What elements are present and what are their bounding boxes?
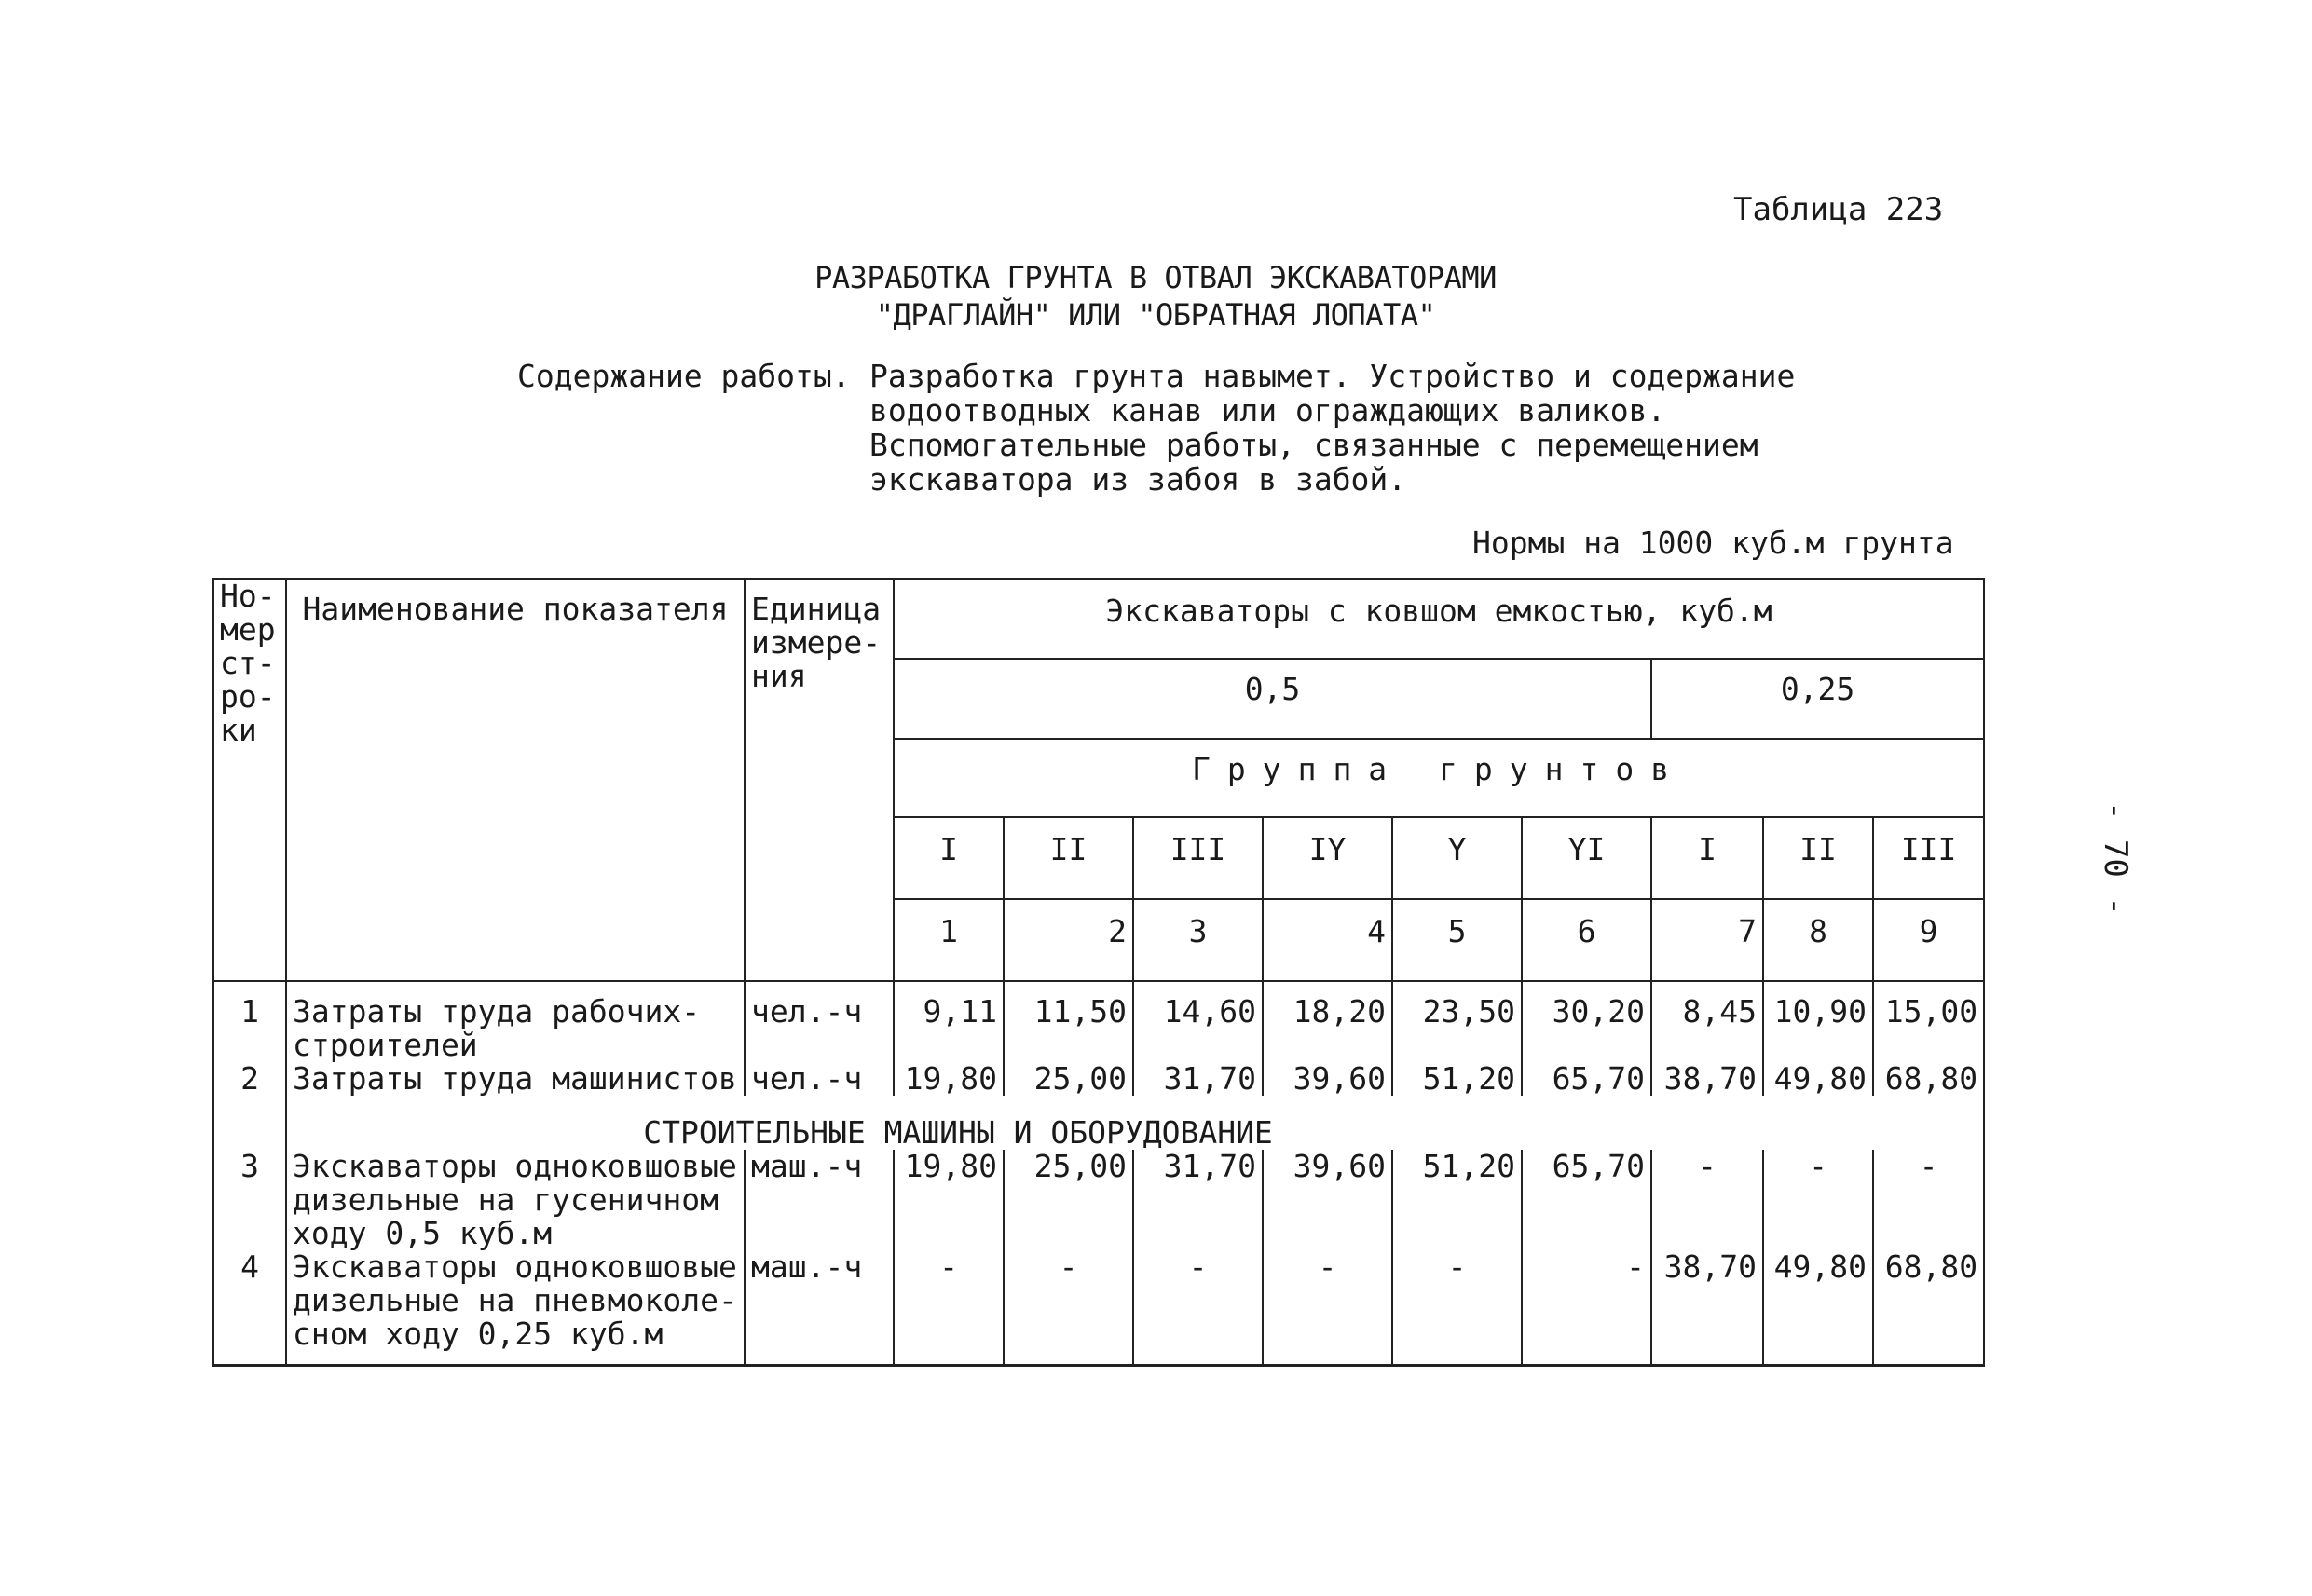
header-text: ст- — [220, 645, 276, 681]
table-row — [213, 1150, 1984, 1250]
row-value: 51,20 — [1392, 1062, 1522, 1096]
header-group: II — [1763, 817, 1873, 899]
header-text: ки — [220, 712, 257, 748]
row-value: - — [1263, 1250, 1392, 1366]
heading-line-2: "ДРАГЛАЙН" ИЛИ "ОБРАТНАЯ ЛОПАТА" — [875, 297, 1436, 333]
row-value: 39,60 — [1263, 1150, 1392, 1250]
row-value: 14,60 — [1133, 981, 1263, 1062]
row-value: 15,00 — [1873, 981, 1984, 1062]
row-unit: чел.-ч — [745, 981, 894, 1062]
row-unit: чел.-ч — [745, 1062, 894, 1096]
row-name-line: ходу 0,5 куб.м — [293, 1215, 553, 1250]
work-content-label: Содержание работы. — [517, 358, 851, 394]
row-value: 31,70 — [1133, 1150, 1263, 1250]
row-value: 49,80 — [1763, 1250, 1873, 1366]
row-number: 4 — [213, 1250, 286, 1366]
row-value: 49,80 — [1763, 1062, 1873, 1096]
row-value: - — [1763, 1150, 1873, 1250]
table-heading — [746, 259, 1566, 334]
row-value: 19,80 — [894, 1062, 1004, 1096]
header-text: Но- — [220, 579, 276, 614]
row-name-line: Затраты труда рабочих- — [293, 993, 701, 1030]
row-value: 18,20 — [1263, 981, 1392, 1062]
header-group: YI — [1522, 817, 1651, 899]
row-value: 65,70 — [1522, 1062, 1651, 1096]
header-group: II — [1004, 817, 1133, 899]
table-number-label: Таблица 223 — [1733, 191, 1944, 228]
row-name-line: строителей — [293, 1027, 478, 1062]
row-value: 23,50 — [1392, 981, 1522, 1062]
header-col-num: 8 — [1763, 899, 1873, 981]
header-capacity-025: 0,25 — [1651, 659, 1984, 739]
row-value: - — [1133, 1250, 1263, 1366]
norms-note: Нормы на 1000 куб.м грунта — [1472, 525, 1954, 561]
row-unit: маш.-ч — [745, 1150, 894, 1250]
row-number: 1 — [213, 981, 286, 1062]
section-title — [286, 1096, 1984, 1150]
row-name-line: Экскаваторы одноковшовые — [293, 1150, 737, 1184]
work-content-line: водоотводных канав или ограждающих валиков. — [869, 392, 1666, 429]
row-number: 2 — [213, 1062, 286, 1096]
heading-line-1: РАЗРАБОТКА ГРУНТА В ОТВАЛ ЭКСКАВАТОРАМИ — [814, 260, 1497, 295]
header-unit — [745, 579, 894, 981]
row-value: - — [1004, 1250, 1133, 1366]
row-name-line: сном ходу 0,25 куб.м — [293, 1316, 664, 1352]
row-name-line: Экскаваторы одноковшовые — [293, 1250, 737, 1285]
section-title-text: СТРОИТЕЛЬНЫЕ МАШИНЫ И ОБОРУДОВАНИЕ — [643, 1114, 1273, 1150]
work-content-text — [869, 359, 1795, 497]
header-group: III — [1873, 817, 1984, 899]
header-col-num: 6 — [1522, 899, 1651, 981]
row-name-line: дизельные на пневмоколе- — [293, 1282, 737, 1318]
row-value: 30,20 — [1522, 981, 1651, 1062]
row-number: 3 — [213, 1150, 286, 1250]
header-col-num: 5 — [1392, 899, 1522, 981]
row-unit: маш.-ч — [745, 1250, 894, 1366]
row-value: 51,20 — [1392, 1150, 1522, 1250]
row-value: - — [894, 1250, 1004, 1366]
header-soil-group: Группа грунтов — [894, 739, 1984, 817]
row-value: - — [1651, 1150, 1763, 1250]
table-row — [213, 1062, 1984, 1096]
header-group: I — [894, 817, 1004, 899]
work-content-line: Разработка грунта навымет. Устройство и содержание — [869, 358, 1796, 394]
section-row — [213, 1096, 1984, 1150]
row-value: 68,80 — [1873, 1250, 1984, 1366]
row-value: 10,90 — [1763, 981, 1873, 1062]
work-content-line: Вспомогательные работы, связанные с перемещением — [869, 427, 1758, 463]
header-group: IY — [1263, 817, 1392, 899]
header-text: ния — [751, 658, 807, 694]
row-value: 8,45 — [1651, 981, 1763, 1062]
header-row-number — [213, 579, 286, 981]
header-group: III — [1133, 817, 1263, 899]
header-col-num: 3 — [1133, 899, 1263, 981]
header-text: измере- — [751, 624, 882, 661]
section-spacer — [213, 1096, 286, 1150]
page-number: - 70 - — [2097, 801, 2134, 916]
row-value: - — [1873, 1150, 1984, 1250]
header-col-num: 1 — [894, 899, 1004, 981]
work-content-line: экскаватора из забоя в забой. — [869, 461, 1407, 498]
norms-table — [212, 578, 1985, 1367]
row-value: 68,80 — [1873, 1062, 1984, 1096]
work-content — [517, 359, 1795, 497]
header-text: мер — [220, 611, 276, 648]
row-value: - — [1392, 1250, 1522, 1366]
header-col-num: 2 — [1004, 899, 1133, 981]
header-group: I — [1651, 817, 1763, 899]
header-capacity: Экскаваторы с ковшом емкостью, куб.м — [894, 579, 1984, 659]
row-value: 25,00 — [1004, 1062, 1133, 1096]
row-value: 19,80 — [894, 1150, 1004, 1250]
row-value: 9,11 — [894, 981, 1004, 1062]
row-name — [286, 1250, 745, 1366]
row-value: 38,70 — [1651, 1062, 1763, 1096]
row-value: 65,70 — [1522, 1150, 1651, 1250]
row-name — [286, 981, 745, 1062]
header-col-num: 9 — [1873, 899, 1984, 981]
row-value: 11,50 — [1004, 981, 1133, 1062]
header-capacity-05: 0,5 — [894, 659, 1651, 739]
row-value: 25,00 — [1004, 1150, 1133, 1250]
row-value: - — [1522, 1250, 1651, 1366]
row-value: 39,60 — [1263, 1062, 1392, 1096]
row-name — [286, 1150, 745, 1250]
row-name — [286, 1062, 745, 1096]
row-value: 31,70 — [1133, 1062, 1263, 1096]
row-name-line: дизельные на гусеничном — [293, 1181, 718, 1218]
header-col-num: 7 — [1651, 899, 1763, 981]
header-text: Единица — [751, 591, 882, 627]
header-col-num: 4 — [1263, 899, 1392, 981]
row-value: 38,70 — [1651, 1250, 1763, 1366]
table-row — [213, 981, 1984, 1062]
header-group: Y — [1392, 817, 1522, 899]
row-name-line: Затраты труда машинистов — [293, 1062, 737, 1096]
header-text: ро- — [220, 678, 276, 715]
header-indicator-name: Наименование показателя — [286, 579, 745, 981]
table-row — [213, 1250, 1984, 1366]
